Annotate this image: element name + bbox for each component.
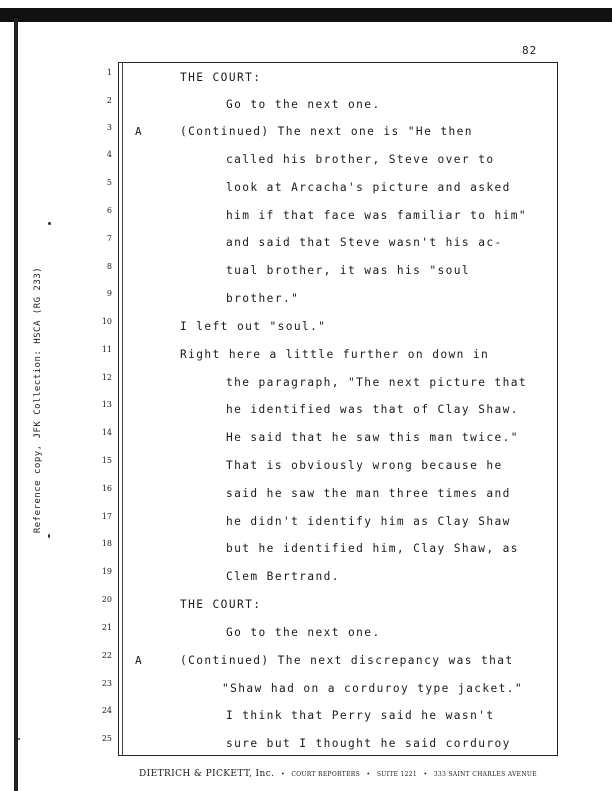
transcript-line: but he identified him, Clay Shaw, as — [226, 542, 519, 555]
line-number: 14 — [101, 428, 112, 437]
line-number: 18 — [101, 539, 112, 548]
transcript-line: called his brother, Steve over to — [226, 153, 495, 166]
line-number: 19 — [101, 567, 112, 576]
line-number: 20 — [101, 595, 112, 604]
transcript-line: I think that Perry said he wasn't — [226, 709, 495, 722]
answer-marker: A — [135, 654, 142, 667]
line-number: 17 — [101, 512, 112, 521]
reporter-footer — [128, 769, 548, 779]
line-number: 11 — [101, 345, 112, 354]
transcript-line: look at Arcacha's picture and asked — [226, 181, 511, 194]
footer-suite: SUITE 1221 — [376, 771, 417, 778]
line-number: 21 — [101, 623, 112, 632]
line-number: 6 — [106, 206, 112, 215]
speaker-label: THE COURT: — [180, 598, 262, 611]
footer-separator: • — [423, 771, 428, 778]
footer-separator: • — [280, 771, 285, 778]
line-number: 13 — [101, 400, 112, 409]
transcript-line: he didn't identify him as Clay Shaw — [226, 515, 511, 528]
scan-top-border — [0, 8, 612, 22]
line-number: 10 — [101, 317, 112, 326]
archive-reference-note: Reference copy, JFK Collection: HSCA (RG 233) — [33, 266, 43, 534]
transcript-line: Right here a little further on down in — [180, 348, 490, 361]
line-number: 5 — [106, 178, 112, 187]
line-number: 9 — [106, 289, 112, 298]
transcript-line: "Shaw had on a corduroy type jacket." — [222, 682, 524, 695]
line-number: 15 — [101, 456, 112, 465]
transcript-line: He said that he saw this man twice." — [226, 431, 519, 444]
line-number: 24 — [101, 706, 112, 715]
footer-separator: • — [366, 771, 371, 778]
line-number: 1 — [106, 68, 112, 77]
line-number: 4 — [106, 150, 112, 159]
transcript-line: him if that face was familiar to him" — [226, 209, 528, 222]
line-number: 25 — [101, 734, 112, 743]
speaker-label: THE COURT: — [180, 71, 262, 84]
answer-marker: A — [135, 125, 142, 138]
line-number: 12 — [101, 373, 112, 382]
transcript-line: (Continued) The next one is "He then — [180, 125, 473, 138]
transcript-line: sure but I thought he said corduroy — [226, 737, 511, 750]
page-number: 82 — [522, 44, 538, 57]
transcript-line: he identified was that of Clay Shaw. — [226, 403, 519, 416]
scan-left-border — [14, 18, 18, 791]
scan-speck — [18, 738, 20, 740]
scan-speck — [48, 222, 51, 225]
line-number: 23 — [101, 679, 112, 688]
transcript-line: and said that Steve wasn't his ac- — [226, 236, 503, 249]
line-number: 7 — [106, 234, 112, 243]
transcript-line: Go to the next one. — [226, 98, 381, 111]
transcript-line: That is obviously wrong because he — [226, 459, 503, 472]
line-number: 2 — [106, 96, 112, 105]
scan-speck — [48, 534, 50, 538]
transcript-line: tual brother, it was his "soul — [226, 264, 471, 277]
transcript-line: the paragraph, "The next picture that — [226, 376, 528, 389]
footer-reporters: COURT REPORTERS — [291, 771, 360, 778]
footer-address: 333 SAINT CHARLES AVENUE — [433, 771, 537, 778]
firm-name: DIETRICH & PICKETT, Inc. — [139, 769, 275, 779]
line-number: 22 — [101, 651, 112, 660]
line-number: 16 — [101, 484, 112, 493]
frame-inner-rule — [122, 62, 123, 756]
line-number: 3 — [106, 123, 112, 132]
transcript-line: (Continued) The next discrepancy was that — [180, 654, 514, 667]
transcript-line: Clem Bertrand. — [226, 570, 340, 583]
line-number: 8 — [106, 262, 112, 271]
transcript-line: Go to the next one. — [226, 626, 381, 639]
transcript-line: I left out "soul." — [180, 320, 327, 333]
transcript-line: brother." — [226, 292, 300, 305]
transcript-line: said he saw the man three times and — [226, 487, 511, 500]
